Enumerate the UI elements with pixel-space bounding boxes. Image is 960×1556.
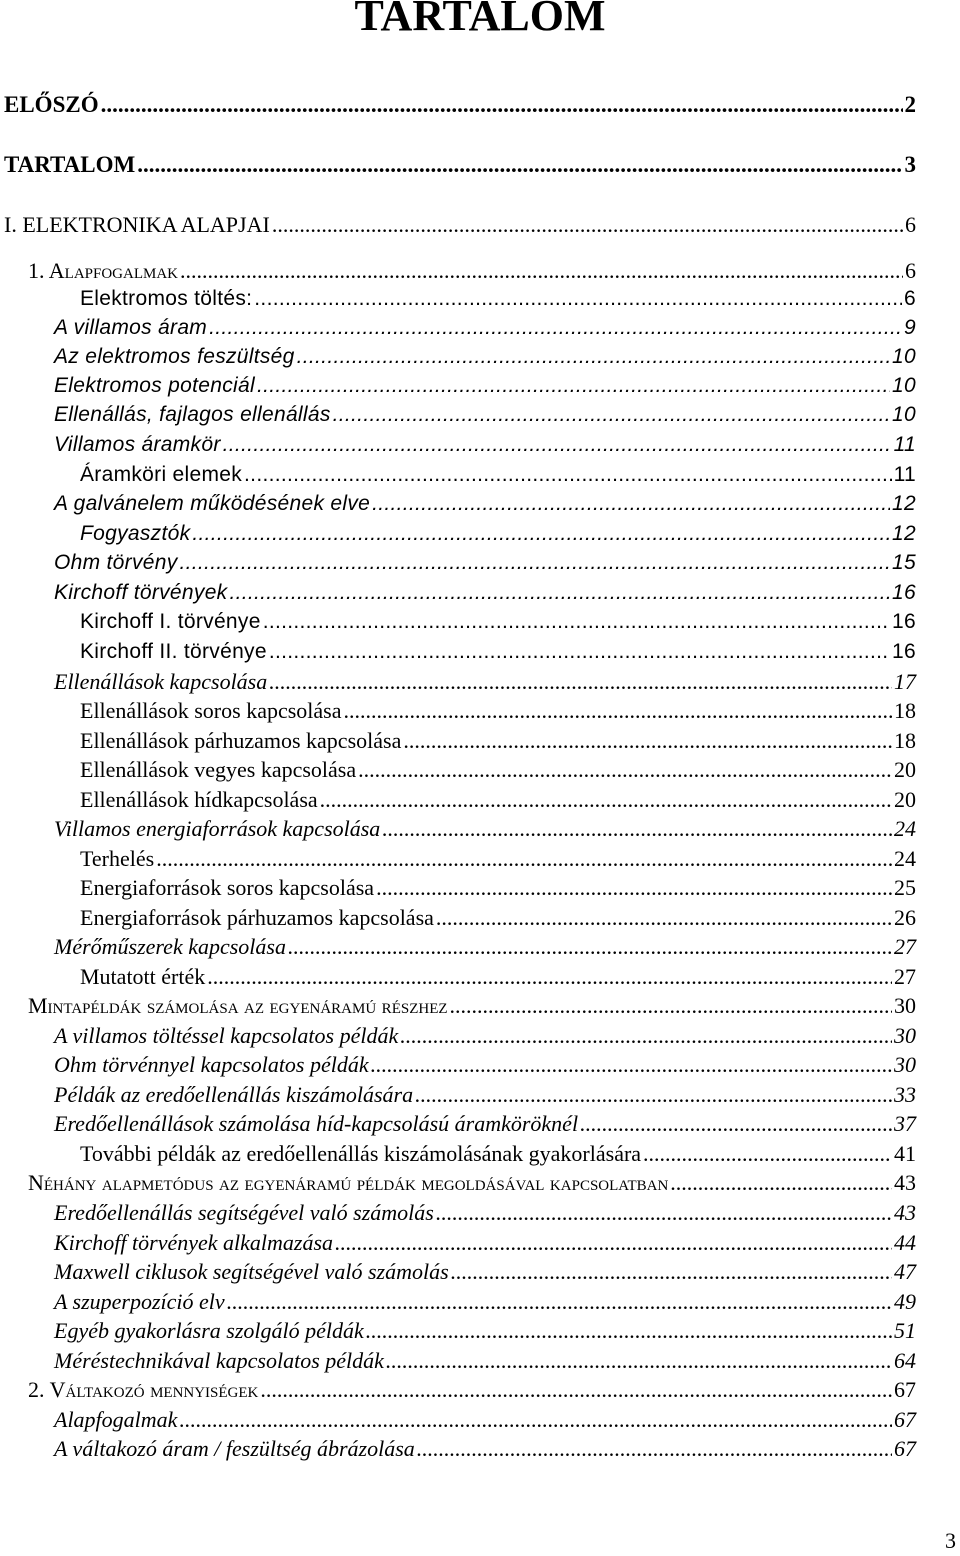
toc-entry-page: 20 xyxy=(894,787,916,812)
toc-entry[interactable] xyxy=(80,519,916,549)
toc-entry-title: A villamos töltéssel kapcsolatos példák xyxy=(54,1023,399,1048)
toc-entry-page: 67 xyxy=(894,1436,916,1461)
dot-leader xyxy=(297,342,890,372)
toc-entry-page: 2 xyxy=(904,92,916,117)
toc-entry[interactable] xyxy=(80,1139,916,1169)
page-title: TARTALOM xyxy=(354,0,606,40)
toc-entry-title: 1. Alapfogalmak xyxy=(28,258,179,283)
toc-entry[interactable] xyxy=(54,1257,916,1287)
toc-entry[interactable] xyxy=(80,696,916,726)
toc-entry-title: Villamos energiaforrások kapcsolása xyxy=(54,816,381,841)
toc-entry-title: Elektromos töltés: xyxy=(80,287,253,310)
toc-entry-page: 43 xyxy=(894,1200,916,1225)
toc-entry[interactable] xyxy=(54,430,916,460)
toc-entry[interactable] xyxy=(54,1287,916,1317)
toc-entry[interactable] xyxy=(80,460,916,490)
toc-entry-page: 37 xyxy=(894,1111,916,1136)
dot-leader xyxy=(436,1198,892,1228)
toc-entry-title: Ellenállások soros kapcsolása xyxy=(80,698,342,723)
toc-entry-page: 27 xyxy=(894,964,916,989)
toc-entry-title: A villamos áram xyxy=(54,316,208,339)
toc-entry[interactable] xyxy=(54,1346,916,1376)
dot-leader xyxy=(366,1316,892,1346)
toc-entry-page: 17 xyxy=(894,669,916,694)
toc-entry[interactable] xyxy=(28,991,916,1021)
dot-leader xyxy=(263,607,890,637)
toc-entry-title: ELŐSZÓ xyxy=(4,92,99,117)
toc-entry[interactable] xyxy=(4,150,916,180)
toc-entry[interactable] xyxy=(54,1021,916,1051)
toc-entry-page: 10 xyxy=(892,403,916,426)
toc-entry[interactable] xyxy=(54,400,916,430)
toc-entry[interactable] xyxy=(54,667,916,697)
dot-leader xyxy=(209,313,902,343)
toc-entry-title: Ellenállás, fajlagos ellenállás xyxy=(54,403,331,426)
toc-entry[interactable] xyxy=(80,755,916,785)
toc-entry-title: Fogyasztók xyxy=(80,522,191,545)
toc-entry-title: Egyéb gyakorlásra szolgáló példák xyxy=(54,1318,364,1343)
toc-entry-page: 16 xyxy=(892,640,916,663)
dot-leader xyxy=(180,256,903,286)
toc-entry-page: 30 xyxy=(894,993,916,1018)
dot-leader xyxy=(257,371,890,401)
dot-leader xyxy=(320,785,892,815)
toc-entry[interactable] xyxy=(54,578,916,608)
toc-entry-page: 47 xyxy=(894,1259,916,1284)
toc-entry-page: 9 xyxy=(904,316,916,339)
toc-entry[interactable] xyxy=(54,489,916,519)
toc-entry[interactable] xyxy=(54,1228,916,1258)
toc-entry-page: 51 xyxy=(894,1318,916,1343)
toc-entry-page: 30 xyxy=(894,1052,916,1077)
toc-entry-page: 33 xyxy=(894,1082,916,1107)
dot-leader xyxy=(288,932,892,962)
dot-leader xyxy=(269,637,890,667)
dot-leader xyxy=(223,430,892,460)
toc-entry-title: Ellenállások kapcsolása xyxy=(54,669,268,694)
toc-entry-page: 41 xyxy=(894,1141,916,1166)
toc-entry-page: 3 xyxy=(904,152,916,177)
toc-entry-title: Ohm törvénnyel kapcsolatos példák xyxy=(54,1052,369,1077)
toc-entry-title: További példák az eredőellenállás kiszámolásának gyakorlására xyxy=(80,1141,642,1166)
toc-entry[interactable] xyxy=(54,342,916,372)
dot-leader xyxy=(580,1109,892,1139)
toc-entry-page: 44 xyxy=(894,1230,916,1255)
toc-entry[interactable] xyxy=(80,284,916,314)
dot-leader xyxy=(450,991,892,1021)
toc-entry-page: 27 xyxy=(894,934,916,959)
toc-entry-title: Mutatott érték xyxy=(80,964,206,989)
toc-entry-page: 18 xyxy=(894,728,916,753)
toc-entry-page: 20 xyxy=(894,757,916,782)
toc-entry-title: Energiaforrások soros kapcsolása xyxy=(80,875,375,900)
page-number: 3 xyxy=(945,1528,956,1553)
toc-entry-page: 67 xyxy=(894,1377,916,1402)
toc-entry[interactable] xyxy=(54,1316,916,1346)
dot-leader xyxy=(415,1080,892,1110)
toc-entry[interactable] xyxy=(54,548,916,578)
dot-leader xyxy=(156,844,892,874)
toc-entry-page: 26 xyxy=(894,905,916,930)
toc-entry-page: 49 xyxy=(894,1289,916,1314)
toc-entry[interactable] xyxy=(80,903,916,933)
toc-entry-title: Eredőellenállások számolása híd-kapcsolású áramköröknél xyxy=(54,1111,579,1136)
toc-entry[interactable] xyxy=(54,371,916,401)
dot-leader xyxy=(254,284,902,314)
toc-entry-title: A galvánelem működésének elve xyxy=(54,492,371,515)
toc-entry[interactable] xyxy=(54,1198,916,1228)
toc-entry[interactable] xyxy=(80,637,916,667)
toc-entry-page: 6 xyxy=(905,212,916,237)
dot-leader xyxy=(272,210,903,240)
toc-entry-title: A váltakozó áram / feszültség ábrázolása xyxy=(54,1436,415,1461)
toc-entry-page: 11 xyxy=(893,433,916,456)
toc-entry[interactable] xyxy=(54,313,916,343)
toc-entry[interactable] xyxy=(54,932,916,962)
dot-leader xyxy=(260,1375,892,1405)
toc-entry[interactable] xyxy=(54,1050,916,1080)
dot-leader xyxy=(643,1139,892,1169)
toc-entry-title: Maxwell ciklusok segítségével való számolás xyxy=(54,1259,449,1284)
toc-entry[interactable] xyxy=(80,962,916,992)
toc-entry[interactable] xyxy=(80,726,916,756)
dot-leader xyxy=(333,400,890,430)
toc-entry-title: TARTALOM xyxy=(4,152,136,177)
dot-leader xyxy=(179,1405,892,1435)
toc-entry-page: 30 xyxy=(894,1023,916,1048)
toc-entry-title: Néhány alapmetódus az egyenáramú példák megoldásával kapcsolatban xyxy=(28,1170,669,1195)
toc-entry-page: 12 xyxy=(892,492,916,515)
dot-leader xyxy=(382,814,892,844)
toc-entry-page: 24 xyxy=(894,816,916,841)
toc-entry-title: Áramköri elemek xyxy=(80,463,243,486)
dot-leader xyxy=(670,1168,892,1198)
dot-leader xyxy=(180,548,891,578)
toc-entry-page: 6 xyxy=(905,258,916,283)
toc-entry[interactable] xyxy=(28,1168,916,1198)
toc-entry-title: Energiaforrások párhuzamos kapcsolása xyxy=(80,905,434,930)
toc-entry[interactable] xyxy=(80,607,916,637)
toc-entry[interactable] xyxy=(54,1405,916,1435)
dot-leader xyxy=(137,150,902,180)
toc-entry[interactable] xyxy=(4,90,916,120)
toc-entry-title: Elektromos potenciál xyxy=(54,374,255,397)
dot-leader xyxy=(400,1021,892,1051)
toc-entry-title: Méréstechnikával kapcsolatos példák xyxy=(54,1348,384,1373)
toc-entry-title: I. ELEKTRONIKA ALAPJAI xyxy=(4,212,270,237)
dot-leader xyxy=(403,726,892,756)
toc-entry-page: 25 xyxy=(894,875,916,900)
toc-entry-page: 16 xyxy=(892,610,916,633)
dot-leader xyxy=(229,578,890,608)
dot-leader xyxy=(436,903,892,933)
toc-entry[interactable] xyxy=(54,1080,916,1110)
toc-entry-title: Kirchoff II. törvénye xyxy=(80,640,267,663)
toc-entry[interactable] xyxy=(28,1375,916,1405)
dot-leader xyxy=(386,1346,892,1376)
toc-entry[interactable] xyxy=(54,1434,916,1464)
toc-entry-title: Kirchoff I. törvénye xyxy=(80,610,261,633)
dot-leader xyxy=(376,873,892,903)
toc-entry-page: 67 xyxy=(894,1407,916,1432)
toc-entry-title: Kirchoff törvények xyxy=(54,581,228,604)
toc-entry-page: 10 xyxy=(892,374,916,397)
toc-entry[interactable] xyxy=(28,256,916,286)
toc-entry-page: 15 xyxy=(892,551,916,574)
dot-leader xyxy=(451,1257,892,1287)
toc-entry-title: Ellenállások hídkapcsolása xyxy=(80,787,318,812)
toc-entry-title: Terhelés xyxy=(80,846,155,871)
dot-leader xyxy=(372,489,890,519)
dot-leader xyxy=(417,1434,892,1464)
toc-entry-page: 11 xyxy=(893,463,916,486)
dot-leader xyxy=(335,1228,892,1258)
toc-entry-page: 43 xyxy=(894,1170,916,1195)
toc-entry-title: Eredőellenállás segítségével való számolás xyxy=(54,1200,434,1225)
dot-leader xyxy=(192,519,890,549)
dot-leader xyxy=(371,1050,892,1080)
toc-entry-page: 24 xyxy=(894,846,916,871)
toc-entry-page: 12 xyxy=(892,522,916,545)
toc-entry-page: 6 xyxy=(904,287,916,310)
dot-leader xyxy=(207,962,892,992)
toc-entry-title: Ellenállások vegyes kapcsolása xyxy=(80,757,357,782)
dot-leader xyxy=(244,460,892,490)
toc-entry-title: 2. Váltakozó mennyiségek xyxy=(28,1377,259,1402)
dot-leader xyxy=(344,696,893,726)
toc-entry-page: 64 xyxy=(894,1348,916,1373)
toc-entry-page: 10 xyxy=(892,345,916,368)
toc-entry[interactable] xyxy=(54,1109,916,1139)
toc-entry-page: 18 xyxy=(894,698,916,723)
toc-entry-title: Példák az eredőellenállás kiszámolására xyxy=(54,1082,414,1107)
toc-entry-title: Ellenállások párhuzamos kapcsolása xyxy=(80,728,402,753)
toc-entry[interactable] xyxy=(80,844,916,874)
dot-leader xyxy=(269,667,892,697)
dot-leader xyxy=(227,1287,892,1317)
dot-leader xyxy=(101,90,903,120)
toc-entry[interactable] xyxy=(80,873,916,903)
toc-entry-page: 16 xyxy=(892,581,916,604)
toc-entry-title: Mérőműszerek kapcsolása xyxy=(54,934,286,959)
toc-entry-title: Mintapéldák számolása az egyenáramú részhez xyxy=(28,993,448,1018)
toc-entry[interactable] xyxy=(4,210,916,240)
toc-entry[interactable] xyxy=(80,785,916,815)
toc-entry[interactable] xyxy=(54,814,916,844)
toc-entry-title: Alapfogalmak xyxy=(54,1407,178,1432)
toc-entry-title: Ohm törvény xyxy=(54,551,178,574)
dot-leader xyxy=(358,755,892,785)
toc-entry-title: Kirchoff törvények alkalmazása xyxy=(54,1230,334,1255)
toc-entry-title: Az elektromos feszültség xyxy=(54,345,295,368)
toc-entry-title: A szuperpozíció elv xyxy=(54,1289,225,1314)
toc-entry-title: Villamos áramkör xyxy=(54,433,221,456)
